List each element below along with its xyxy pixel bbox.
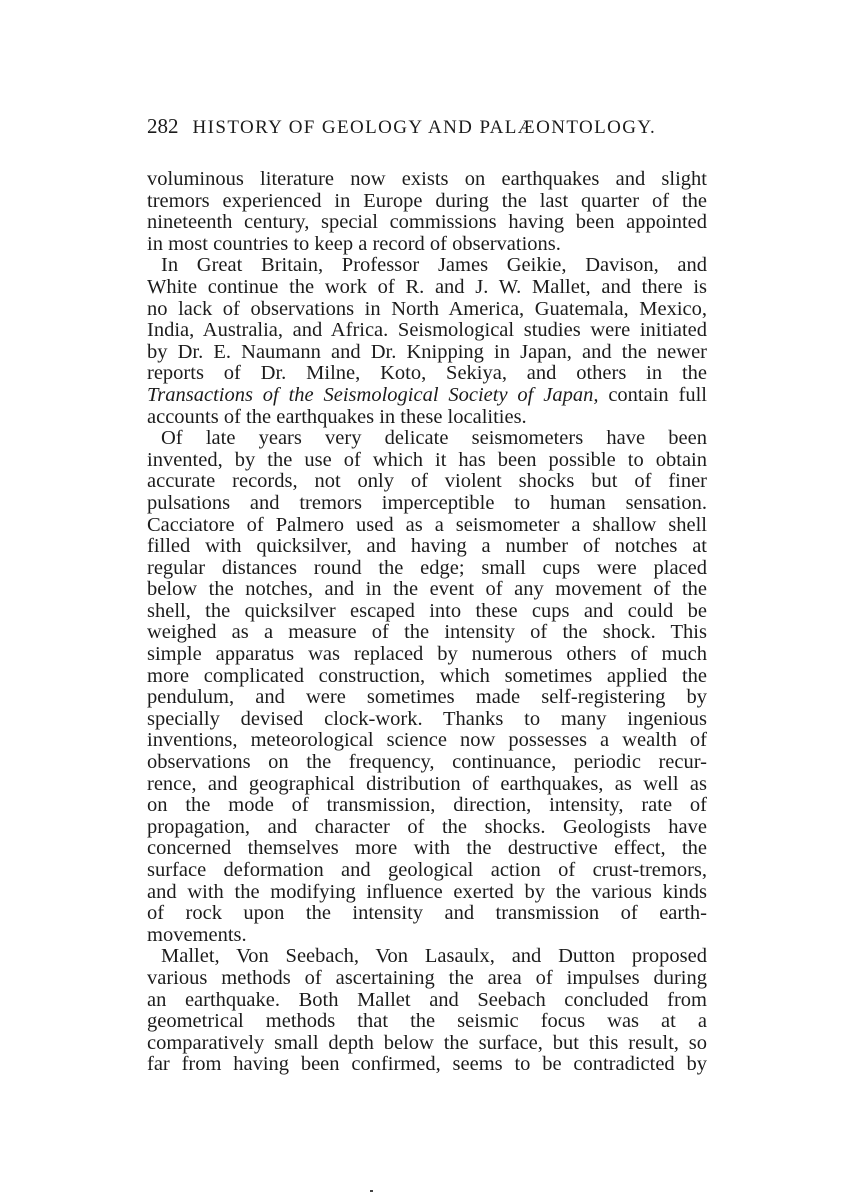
text-line: far from having been confirmed, seems to be contradicted by: [147, 1053, 707, 1076]
text-line: accounts of the earthquakes in these localities.: [147, 405, 527, 428]
text-line: [147, 385, 707, 407]
text-line: various methods of ascertaining the area of impulses during: [147, 966, 707, 989]
text-line: pendulum, and were sometimes made self-registering by: [147, 686, 707, 709]
text-line: no lack of observations in North America, Guatemala, Mexico,: [147, 297, 707, 320]
text-line: more complicated construction, which sometimes applied the: [147, 664, 707, 687]
text-line: geometrical methods that the seismic focus was at a: [147, 1010, 707, 1033]
text-line: observations on the frequency, continuance, periodic recur-: [147, 751, 707, 774]
text-line: Mallet, Von Seebach, Von Lasaulx, and Dutton proposed: [161, 945, 707, 968]
text-line: concerned themselves more with the destructive effect, the: [147, 837, 707, 860]
body-text: [147, 169, 707, 1076]
text-line: of rock upon the intensity and transmission of earth-: [147, 902, 707, 925]
text-line: Of late years very delicate seismometers have been: [161, 427, 707, 450]
text-line: rence, and geographical distribution of earthquakes, as well as: [147, 772, 707, 795]
text-line: nineteenth century, special commissions having been appointed: [147, 211, 707, 234]
text-line: comparatively small depth below the surface, but this result, so: [147, 1031, 707, 1054]
journal-title: Transactions of the Seismological Society of Japan,: [147, 383, 599, 406]
text-line: below the notches, and in the event of any movement of the: [147, 578, 707, 601]
page-number: 282: [147, 114, 179, 138]
running-title: HISTORY OF GEOLOGY AND PALÆONTOLOGY.: [192, 117, 657, 138]
text-line: on the mode of transmission, direction, intensity, rate of: [147, 794, 707, 817]
text-line: invented, by the use of which it has been possible to obtain: [147, 448, 707, 471]
text-line: pulsations and tremors imperceptible to human sensation.: [147, 491, 707, 514]
running-head: [147, 114, 707, 139]
text-line: In Great Britain, Professor James Geikie, Davison, and: [161, 254, 707, 277]
print-speck: [370, 1190, 373, 1192]
text-line: filled with quicksilver, and having a number of notches at: [147, 535, 707, 558]
text-line: reports of Dr. Milne, Koto, Sekiya, and others in the: [147, 362, 707, 385]
text-line: weighed as a measure of the intensity of the shock. This: [147, 621, 707, 644]
text-line: Cacciatore of Palmero used as a seismometer a shallow shell: [147, 513, 707, 536]
text-line: and with the modifying influence exerted by the various kinds: [147, 880, 707, 903]
text-line: surface deformation and geological action of crust-tremors,: [147, 859, 707, 881]
book-page: [147, 114, 707, 1076]
text-line: tremors experienced in Europe during the last quarter of the: [147, 189, 707, 212]
text-line: India, Australia, and Africa. Seismological studies were initiated: [147, 319, 707, 342]
text-line: propagation, and character of the shocks. Geologists have: [147, 815, 707, 838]
text-line: an earthquake. Both Mallet and Seebach concluded from: [147, 988, 707, 1011]
text-span: contain full: [598, 383, 707, 406]
text-line: regular distances round the edge; small cups were placed: [147, 556, 707, 579]
text-line: White continue the work of R. and J. W. Mallet, and there is: [147, 275, 707, 298]
text-line: voluminous literature now exists on earthquakes and slight: [147, 168, 707, 190]
text-line: in most countries to keep a record of observations.: [147, 232, 561, 255]
text-line: simple apparatus was replaced by numerous others of much: [147, 643, 707, 666]
text-line: movements.: [147, 923, 247, 946]
text-line: inventions, meteorological science now possesses a wealth of: [147, 729, 707, 752]
text-line: accurate records, not only of violent shocks but of finer: [147, 470, 707, 493]
text-line: shell, the quicksilver escaped into these cups and could be: [147, 599, 707, 622]
text-line: by Dr. E. Naumann and Dr. Knipping in Japan, and the newer: [147, 340, 707, 363]
text-line: specially devised clock-work. Thanks to many ingenious: [147, 707, 707, 730]
